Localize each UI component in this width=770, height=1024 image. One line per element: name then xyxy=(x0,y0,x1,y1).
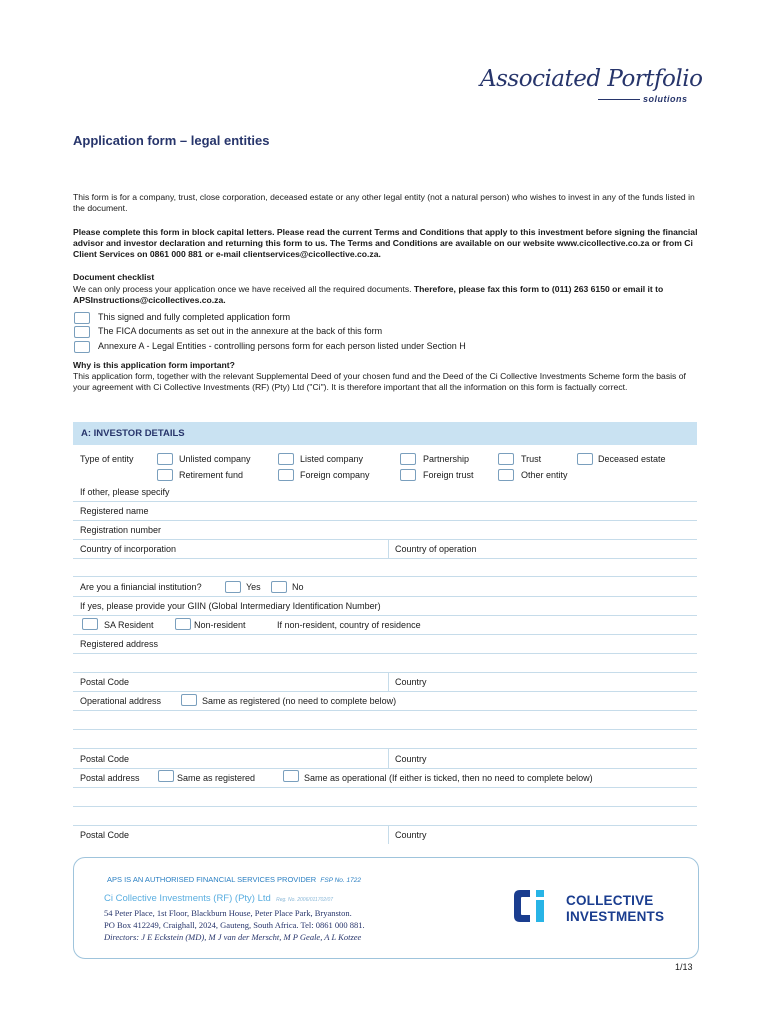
checkbox-sa-resident[interactable] xyxy=(82,618,98,630)
field-rule xyxy=(73,729,697,730)
checkbox-foreign-trust[interactable] xyxy=(400,469,416,481)
checkbox-retirement-fund[interactable] xyxy=(157,469,173,481)
column-divider xyxy=(388,540,389,558)
field-rule xyxy=(73,787,697,788)
field-rule xyxy=(73,748,697,749)
field-rule xyxy=(73,501,697,502)
company-name: Ci Collective Investments (RF) (Pty) Ltd xyxy=(104,893,271,904)
fsp-statement xyxy=(107,875,361,884)
postal-code-label: Postal Code xyxy=(80,677,130,687)
column-divider xyxy=(388,826,389,844)
postal-code-label: Postal Code xyxy=(80,754,130,764)
country-of-residence-label: If non-resident, country of residence xyxy=(277,620,421,630)
ci-logo-word-investments: INVESTMENTS xyxy=(566,909,665,924)
checkbox-fi-yes[interactable] xyxy=(225,581,241,593)
field-rule xyxy=(73,634,697,635)
checklist-item-3: Annexure A - Legal Entities - controlling persons form for each person listed under Section H xyxy=(98,341,466,351)
directors-line: Directors: J E Eckstein (MD), M J van der Merscht, M P Geale, A L Kotzee xyxy=(104,932,362,942)
registered-name-label: Registered name xyxy=(80,506,149,516)
registered-address-label: Registered address xyxy=(80,639,159,649)
fi-yes-label: Yes xyxy=(246,582,261,592)
postal-code-label: Postal Code xyxy=(80,830,130,840)
column-divider xyxy=(388,673,389,691)
option-deceased-estate: Deceased estate xyxy=(598,454,666,464)
field-rule xyxy=(73,825,697,826)
fsp-line: APS IS AN AUTHORISED FINANCIAL SERVICES PROVIDER xyxy=(107,875,317,884)
option-foreign-company: Foreign company xyxy=(300,470,370,480)
field-rule xyxy=(73,768,697,769)
option-unlisted-company: Unlisted company xyxy=(179,454,251,464)
option-trust: Trust xyxy=(521,454,542,464)
intro-paragraph: This form is for a company, trust, close corporation, deceased estate or any other legal entity (not a natural person) who wishes to invest in any of the funds listed in the document. xyxy=(73,192,695,214)
checkbox-unlisted-company[interactable] xyxy=(157,453,173,465)
fi-no-label: No xyxy=(292,582,304,592)
checklist-item-1: This signed and fully completed application form xyxy=(98,312,291,322)
checkbox-trust[interactable] xyxy=(498,453,514,465)
checklist-text-bold: Therefore, please fax this form to (011) 263 6150 or email it to APSInstructions@cicollectives.co.za. xyxy=(73,284,664,306)
checkbox-postal-same-as-registered[interactable] xyxy=(158,770,174,782)
registration-number-label: Registration number xyxy=(80,525,162,535)
checkbox-foreign-company[interactable] xyxy=(278,469,294,481)
country-label: Country xyxy=(395,830,427,840)
checklist-text-plain: We can only process your application once we have received all the required documents. xyxy=(73,284,414,294)
instructions-paragraph: Please complete this form in block capital letters. Please read the current Terms and Conditions that apply to this investment before signing the financial advisor and investor declaration and returning this form to us. The Terms and Conditions are available on our website www.cicollective.co.za or from Ci Client Services on 0861 000 881 or e-mail clientservices@cicollective.co.za. xyxy=(73,227,698,260)
checklist-item-2: The FICA documents as set out in the annexure at the back of this form xyxy=(98,326,383,336)
page-number: 1/13 xyxy=(675,962,693,972)
option-partnership: Partnership xyxy=(423,454,470,464)
field-rule xyxy=(73,710,697,711)
page-title: Application form – legal entities xyxy=(73,133,270,148)
checkbox-other-entity[interactable] xyxy=(498,469,514,481)
type-of-entity-label: Type of entity xyxy=(80,454,134,464)
registration-no: Reg. No. 2006/011702/07 xyxy=(276,897,334,903)
option-listed-company: Listed company xyxy=(300,454,364,464)
field-rule xyxy=(73,558,697,559)
address-line-2: PO Box 412249, Craighall, 2024, Gauteng, South Africa. Tel: 0861 000 881. xyxy=(104,920,365,930)
field-rule xyxy=(73,653,697,654)
country-label: Country xyxy=(395,677,427,687)
postal-same-as-operational-label: Same as operational (If either is ticked, then no need to complete below) xyxy=(304,773,593,783)
non-resident-label: Non-resident xyxy=(194,620,246,630)
address-line-1: 54 Peter Place, 1st Floor, Blackburn House, Peter Place Park, Bryanston. xyxy=(104,908,352,918)
checklist-heading: Document checklist xyxy=(73,272,155,282)
if-other-label: If other, please specify xyxy=(80,487,170,497)
logo-subtitle: solutions xyxy=(643,94,688,104)
checkbox-non-resident[interactable] xyxy=(175,618,191,630)
field-rule xyxy=(73,691,697,692)
associated-portfolio-logo: Associated Portfolio xyxy=(480,66,703,92)
field-rule xyxy=(73,672,697,673)
operational-address-label: Operational address xyxy=(80,696,162,706)
checklist-checkbox-1[interactable] xyxy=(74,312,90,324)
checkbox-listed-company[interactable] xyxy=(278,453,294,465)
sa-resident-label: SA Resident xyxy=(104,620,154,630)
option-foreign-trust: Foreign trust xyxy=(423,470,474,480)
field-rule xyxy=(73,596,697,597)
postal-same-as-registered-label: Same as registered xyxy=(177,773,256,783)
country-label: Country xyxy=(395,754,427,764)
fsp-number: FSP No. 1722 xyxy=(320,877,361,884)
field-rule xyxy=(73,576,697,577)
checkbox-postal-same-as-operational[interactable] xyxy=(283,770,299,782)
op-same-as-registered-label: Same as registered (no need to complete below) xyxy=(202,696,397,706)
giin-label: If yes, please provide your GIIN (Global Intermediary Identification Number) xyxy=(80,601,381,611)
column-divider xyxy=(388,749,389,768)
option-other-entity: Other entity xyxy=(521,470,568,480)
field-rule xyxy=(73,806,697,807)
option-retirement-fund: Retirement fund xyxy=(179,470,244,480)
field-rule xyxy=(73,539,697,540)
company-name-line xyxy=(104,893,333,904)
postal-address-label: Postal address xyxy=(80,773,140,783)
ci-logo-word-collective: COLLECTIVE xyxy=(566,893,654,908)
checkbox-op-same-as-registered[interactable] xyxy=(181,694,197,706)
importance-heading: Why is this application form important? xyxy=(73,360,235,370)
logo-rule xyxy=(598,99,640,100)
checkbox-fi-no[interactable] xyxy=(271,581,287,593)
importance-text: This application form, together with the relevant Supplemental Deed of your chosen fund and the Deed of the Ci Collective Investments Scheme form the basis of your agreement with Ci Collective Investments (RF) (Pty) Ltd ("Ci"). It is therefore important that all the information on this form is factually correct. xyxy=(73,371,686,393)
checkbox-deceased-estate[interactable] xyxy=(577,453,593,465)
checkbox-partnership[interactable] xyxy=(400,453,416,465)
checklist-text xyxy=(73,284,698,306)
country-of-incorporation-label: Country of incorporation xyxy=(80,544,177,554)
field-rule xyxy=(73,615,697,616)
checklist-checkbox-2[interactable] xyxy=(74,326,90,338)
section-a-title: A: INVESTOR DETAILS xyxy=(81,428,185,439)
field-rule xyxy=(73,520,697,521)
country-of-operation-label: Country of operation xyxy=(395,544,477,554)
section-a-header xyxy=(73,422,697,445)
financial-institution-question: Are you a finiancial institution? xyxy=(80,582,202,592)
ci-logo-icon xyxy=(512,888,552,924)
checklist-checkbox-3[interactable] xyxy=(74,341,90,353)
